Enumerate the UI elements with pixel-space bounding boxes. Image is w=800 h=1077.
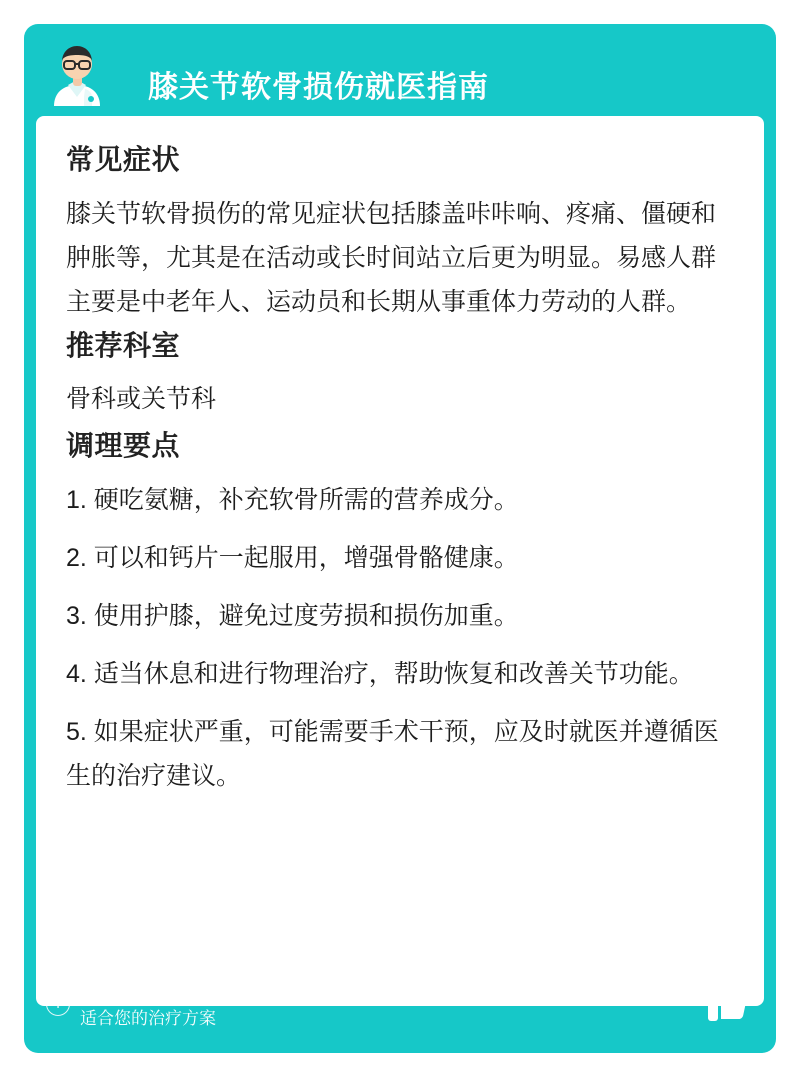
department-text: 骨科或关节科 — [66, 385, 217, 413]
care-tips-list — [66, 478, 734, 798]
list-item: 5. 如果症状严重，可能需要手术干预，应及时就医并遵循医生的治疗建议。 — [66, 718, 719, 790]
list-item: 2. 可以和钙片一起服用，增强骨骼健康。 — [66, 544, 519, 572]
list-item: 4. 适当休息和进行物理治疗，帮助恢复和改善关节功能。 — [66, 660, 694, 688]
doctor-avatar-icon — [38, 36, 116, 114]
card-footer — [36, 965, 764, 1043]
card-header — [24, 24, 776, 116]
thumbs-up-icon[interactable] — [704, 981, 750, 1027]
guide-card — [24, 24, 776, 1053]
info-icon: i — [46, 992, 70, 1016]
list-item: 1. 硬吃氨糖，补充软骨所需的营养成分。 — [66, 486, 519, 514]
section-heading-department: 推荐科室 — [66, 330, 181, 361]
disclaimer-text: 京东互联网医院提醒您：内容仅供参考，如有相关疾病，请咨询专业医生，获取最适合您的治疗方案 — [80, 979, 692, 1028]
section-heading-symptoms: 常见症状 — [66, 144, 181, 175]
card-body — [36, 116, 764, 1006]
symptoms-paragraph: 膝关节软骨损伤的常见症状包括膝盖咔咔响、疼痛、僵硬和肿胀等，尤其是在活动或长时间站立后更为明显。易感人群主要是中老年人、运动员和长期从事重体力劳动的人群。 — [66, 200, 717, 316]
section-heading-care-tips: 调理要点 — [66, 430, 181, 461]
page-title: 膝关节软骨损伤就医指南 — [148, 71, 489, 104]
list-item: 3. 使用护膝，避免过度劳损和损伤加重。 — [66, 602, 519, 630]
